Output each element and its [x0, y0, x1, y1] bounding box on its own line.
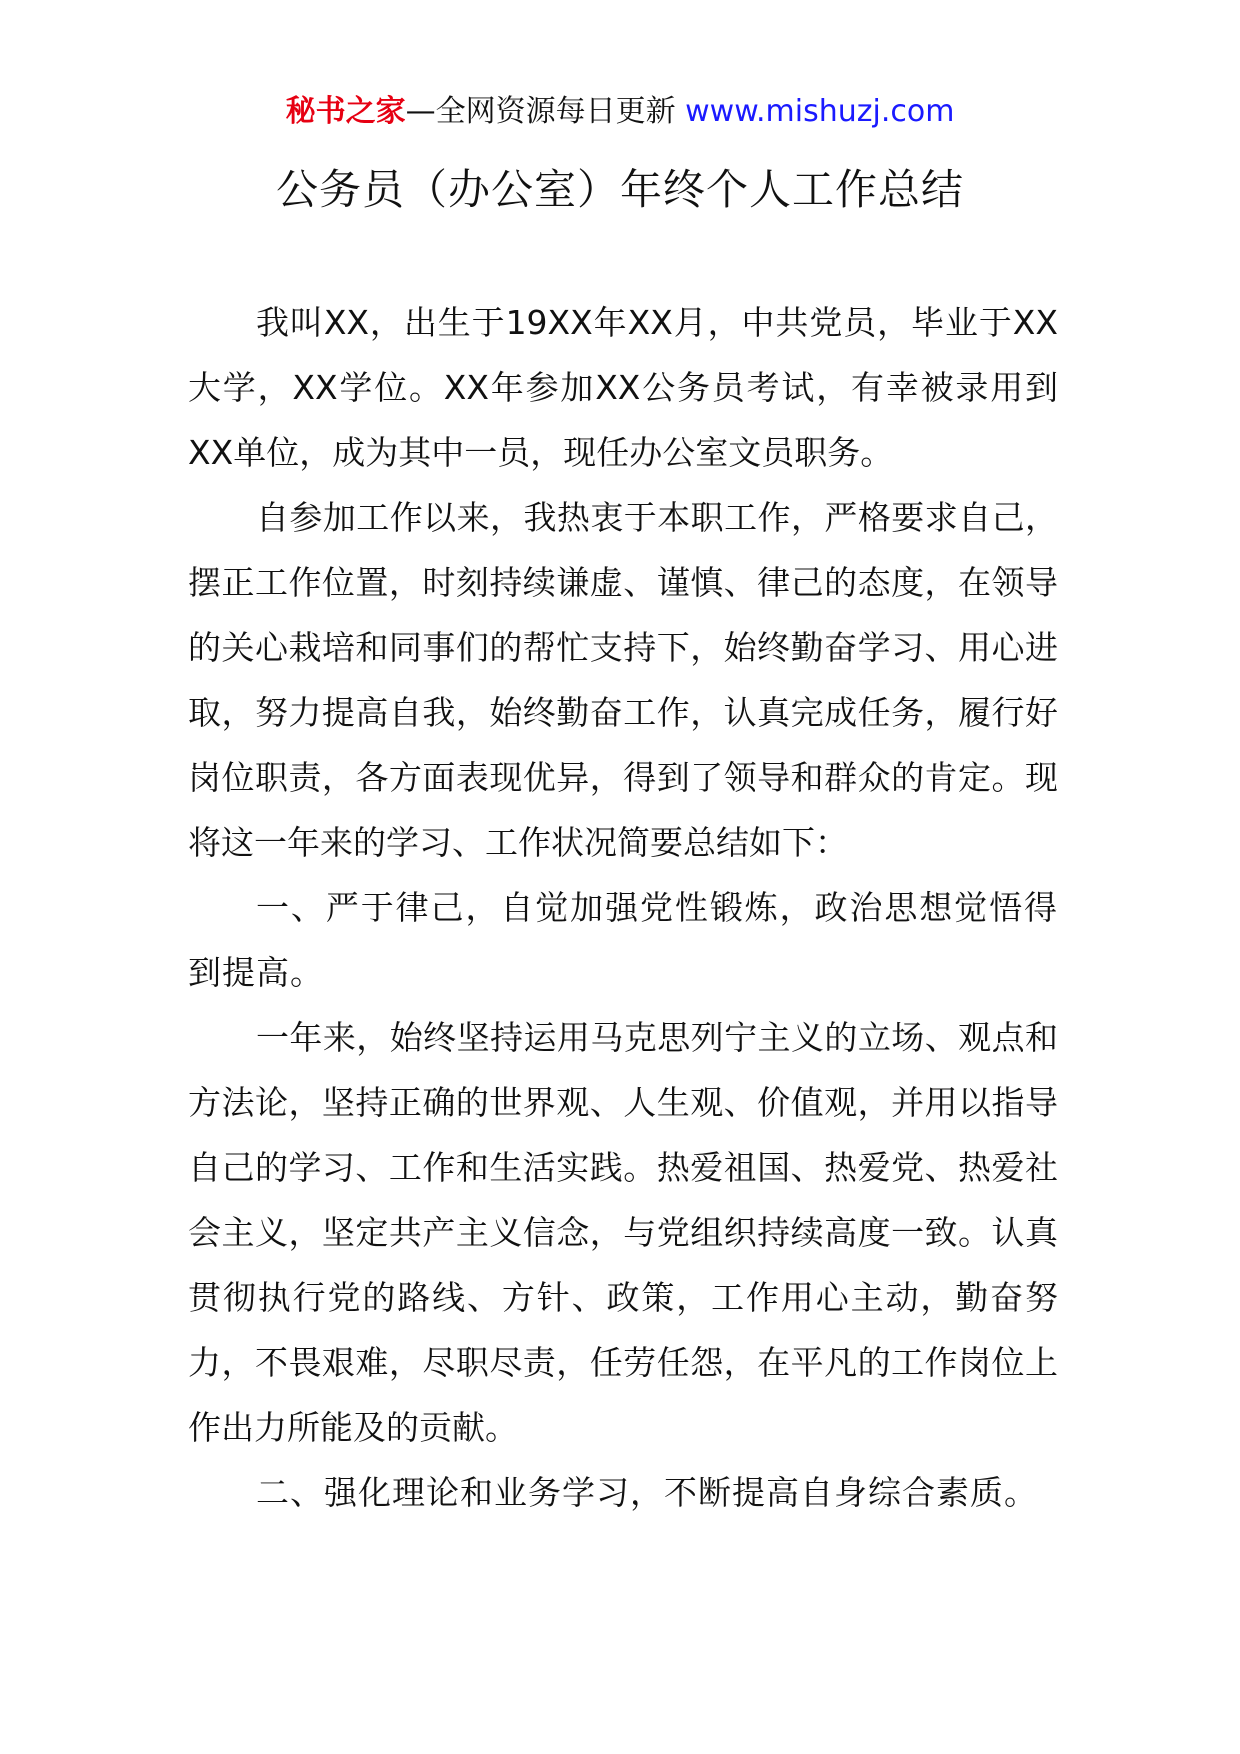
paragraph-overview: 自参加工作以来，我热衷于本职工作，严格要求自己，摆正工作位置，时刻持续谦虚、谨慎、律己的态度，在领导的关心栽培和同事们的帮忙支持下，始终勤奋学习、用心进取，努力提高自我，始终勤奋工作，认真完成任务，履行好岗位职责，各方面表现优异，得到了领导和群众的肯定。现将这一年来的学习、工作状况简要总结如下：	[188, 498, 1058, 862]
section-heading-2: 二、强化理论和业务学习，不断提高自身综合素质。	[256, 1473, 1038, 1512]
section-heading-1: 一、严于律己，自觉加强党性锻炼，政治思想觉悟得到提高。	[188, 888, 1058, 992]
document-body	[188, 290, 1058, 1525]
paragraph-section-1: 一年来，始终坚持运用马克思列宁主义的立场、观点和方法论，坚持正确的世界观、人生观、价值观，并用以指导自己的学习、工作和生活实践。热爱祖国、热爱党、热爱社会主义，坚定共产主义信念，与党组织持续高度一致。认真贯彻执行党的路线、方针、政策，工作用心主动，勤奋努力，不畏艰难，尽职尽责，任劳任怨，在平凡的工作岗位上作出力所能及的贡献。	[188, 1018, 1058, 1447]
header-slogan: —全网资源每日更新	[405, 94, 676, 129]
paragraph-intro: 我叫XX，出生于19XX年XX月，中共党员，毕业于XX大学，XX学位。XX年参加XX公务员考试，有幸被录用到XX单位，成为其中一员，现任办公室文员职务。	[188, 303, 1058, 472]
site-url-link[interactable]: www.mishuzj.com	[685, 94, 955, 129]
brand-name: 秘书之家	[285, 94, 406, 129]
site-header	[0, 92, 1240, 132]
document-title: 公务员（办公室）年终个人工作总结	[275, 165, 964, 214]
